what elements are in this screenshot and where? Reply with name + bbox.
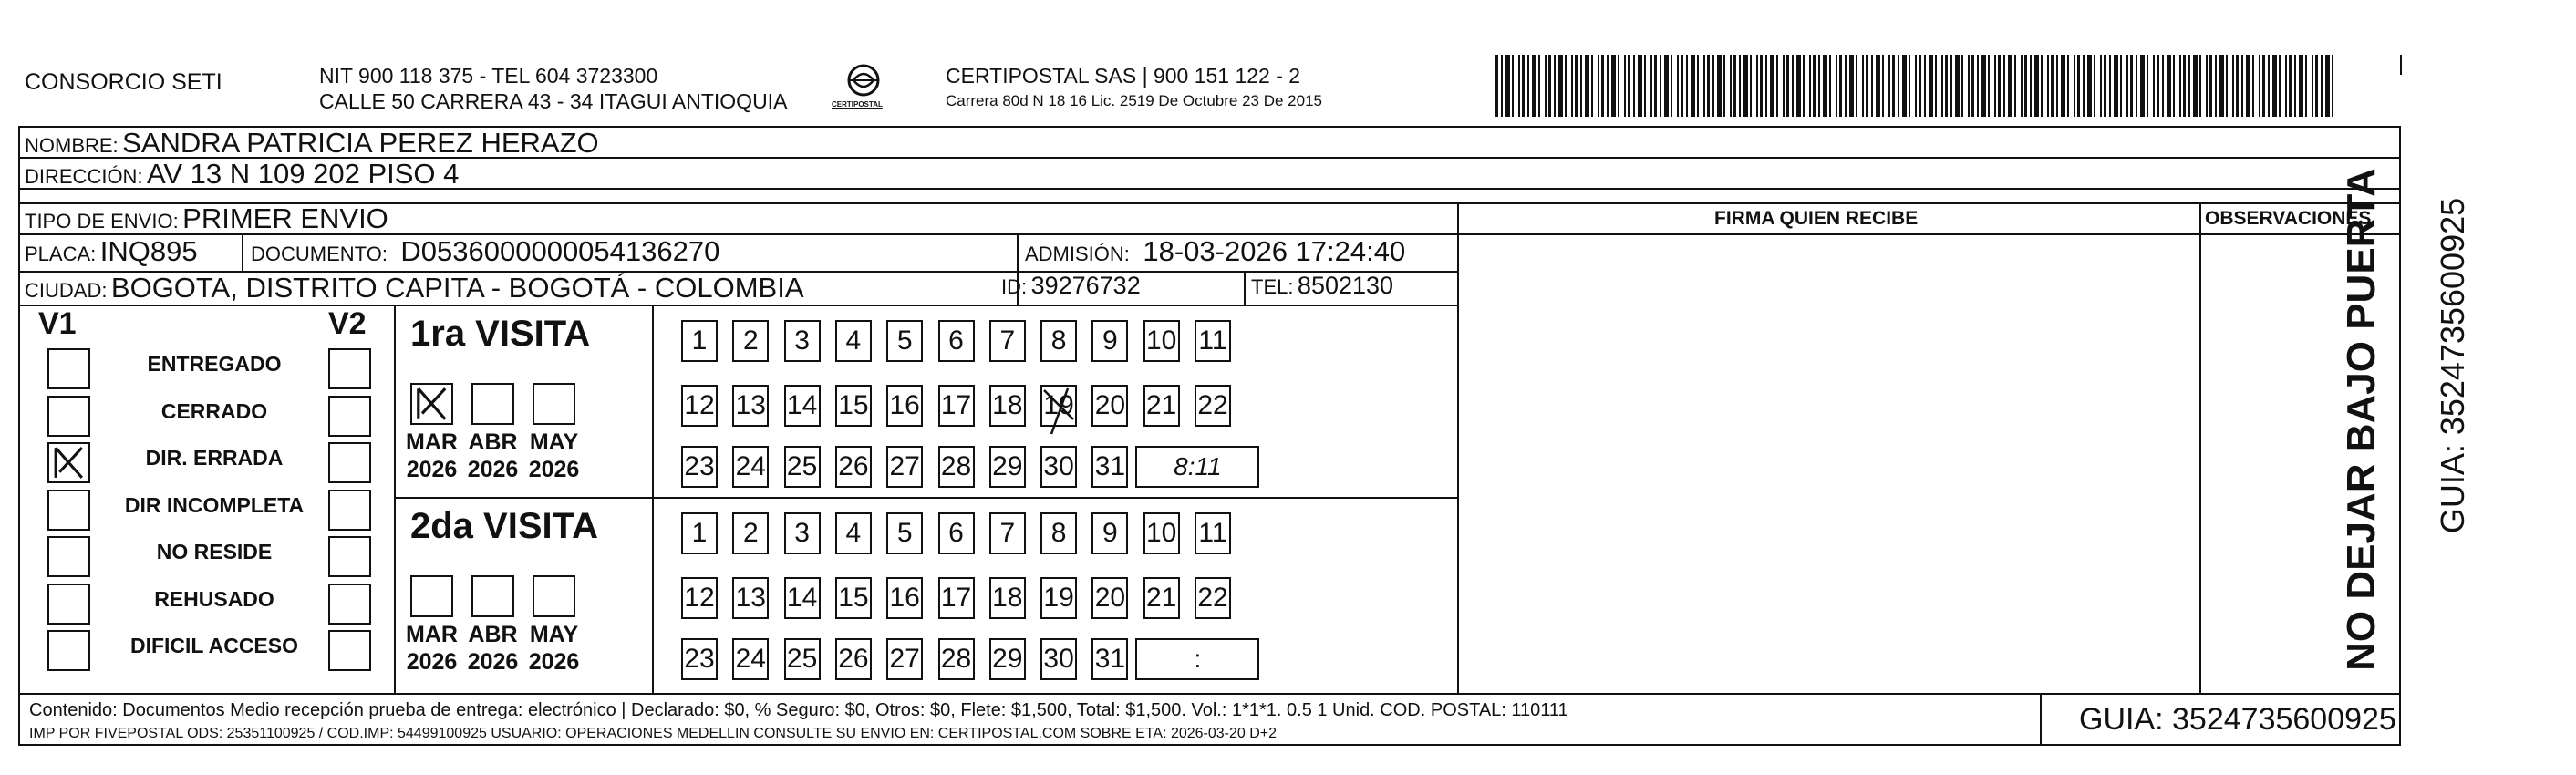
tel-label: TEL: bbox=[1251, 275, 1294, 298]
nit-line: NIT 900 118 375 - TEL 604 3723300 bbox=[319, 64, 658, 88]
day-box[interactable]: 1 bbox=[681, 320, 718, 362]
month-name: ABR bbox=[468, 622, 518, 647]
month-checkbox[interactable] bbox=[533, 383, 575, 425]
day-box[interactable]: 2 bbox=[732, 320, 769, 362]
day-box[interactable]: 26 bbox=[835, 446, 872, 488]
day-box[interactable]: 31 bbox=[1091, 446, 1128, 488]
day-strike-mark-icon bbox=[1040, 381, 1077, 436]
month-checkbox[interactable] bbox=[410, 575, 453, 617]
month-name: MAY bbox=[529, 429, 579, 455]
tel-value: 8502130 bbox=[1297, 272, 1394, 299]
month-year: 2026 bbox=[528, 457, 580, 482]
day-box[interactable]: 16 bbox=[886, 577, 923, 619]
month-year: 2026 bbox=[467, 649, 519, 675]
day-box[interactable]: 6 bbox=[938, 320, 975, 362]
day-box[interactable]: 12 bbox=[681, 577, 718, 619]
day-box[interactable]: 18 bbox=[989, 385, 1026, 427]
status-label: NO RESIDE bbox=[156, 540, 273, 563]
firma-header: FIRMA QUIEN RECIBE bbox=[1714, 208, 1919, 229]
day-box[interactable]: 15 bbox=[835, 385, 872, 427]
corner-mark bbox=[2400, 55, 2402, 75]
v1-checkbox[interactable] bbox=[47, 630, 90, 671]
ciudad-value: BOGOTA, DISTRITO CAPITA - BOGOTÁ - COLOMBIA bbox=[110, 272, 804, 304]
day-box[interactable]: 23 bbox=[681, 638, 718, 680]
day-box[interactable]: 11 bbox=[1195, 512, 1231, 554]
day-box[interactable]: 9 bbox=[1091, 512, 1128, 554]
tipo-envio-value: PRIMER ENVIO bbox=[182, 202, 388, 234]
day-box[interactable]: 19 bbox=[1040, 385, 1077, 427]
day-box[interactable]: 3 bbox=[784, 512, 821, 554]
day-box[interactable]: 25 bbox=[784, 446, 821, 488]
day-box[interactable]: 28 bbox=[938, 446, 975, 488]
day-box[interactable]: 7 bbox=[989, 512, 1026, 554]
month-checkbox[interactable] bbox=[410, 383, 453, 425]
day-box[interactable]: 21 bbox=[1143, 577, 1180, 619]
logo-text: CERTIPOSTAL bbox=[832, 100, 883, 108]
status-label: REHUSADO bbox=[154, 586, 274, 611]
tipo-envio-label: TIPO DE ENVIO: bbox=[25, 210, 179, 232]
status-label: DIR INCOMPLETA bbox=[124, 492, 305, 517]
v2-checkbox[interactable] bbox=[328, 396, 371, 437]
ciudad-field bbox=[25, 272, 804, 305]
month-year: 2026 bbox=[528, 649, 580, 675]
month-name: ABR bbox=[468, 429, 518, 455]
day-box[interactable]: 6 bbox=[938, 512, 975, 554]
certipostal-logo-icon bbox=[832, 60, 895, 120]
day-box[interactable]: 14 bbox=[784, 385, 821, 427]
day-box[interactable]: 8 bbox=[1040, 320, 1077, 362]
day-box[interactable]: 3 bbox=[784, 320, 821, 362]
v2-checkbox[interactable] bbox=[328, 490, 371, 531]
day-box[interactable]: 14 bbox=[784, 577, 821, 619]
day-box[interactable]: 10 bbox=[1143, 512, 1180, 554]
v2-checkbox[interactable] bbox=[328, 536, 371, 577]
day-box[interactable]: 24 bbox=[732, 638, 769, 680]
certipostal-logo bbox=[832, 60, 895, 120]
v1-checkbox[interactable] bbox=[47, 442, 90, 483]
v2-label: V2 bbox=[328, 306, 367, 341]
day-box[interactable]: 27 bbox=[886, 638, 923, 680]
day-box[interactable]: 29 bbox=[989, 638, 1026, 680]
day-box[interactable]: 22 bbox=[1195, 577, 1231, 619]
month-checkbox[interactable] bbox=[533, 575, 575, 617]
id-label: ID: bbox=[1001, 275, 1028, 298]
status-label: CERRADO bbox=[160, 398, 268, 423]
day-box[interactable]: 5 bbox=[886, 512, 923, 554]
status-label: DIFICIL ACCESO bbox=[129, 634, 298, 657]
day-box[interactable]: 15 bbox=[835, 577, 872, 619]
day-box[interactable]: 17 bbox=[938, 385, 975, 427]
x-mark-icon bbox=[412, 385, 451, 423]
day-box[interactable]: 10 bbox=[1143, 320, 1180, 362]
side-guia: GUIA: 3524735600925 bbox=[2434, 197, 2471, 534]
id-field bbox=[1001, 272, 1141, 300]
address-line: CALLE 50 CARRERA 43 - 34 ITAGUI ANTIOQUIA bbox=[319, 89, 788, 113]
side-warning: NO DEJAR BAJO PUERTA bbox=[2339, 168, 2384, 671]
certipostal-line: CERTIPOSTAL SAS | 900 151 122 - 2 bbox=[946, 64, 1301, 88]
direccion-value: AV 13 N 109 202 PISO 4 bbox=[147, 158, 460, 190]
placa-value: INQ895 bbox=[99, 235, 198, 267]
month-label bbox=[462, 621, 523, 676]
month-checkbox[interactable] bbox=[471, 383, 514, 425]
month-year: 2026 bbox=[406, 649, 458, 675]
month-label bbox=[401, 621, 462, 676]
v1-checkbox[interactable] bbox=[47, 396, 90, 437]
month-label bbox=[401, 429, 462, 483]
month-name: MAR bbox=[406, 429, 458, 455]
day-box[interactable]: 30 bbox=[1040, 446, 1077, 488]
status-label: ENTREGADO bbox=[147, 352, 282, 376]
day-box[interactable]: 17 bbox=[938, 577, 975, 619]
direccion-label: DIRECCIÓN: bbox=[25, 165, 143, 188]
day-box[interactable]: 13 bbox=[732, 577, 769, 619]
documento-label: DOCUMENTO: bbox=[251, 243, 388, 265]
month-label bbox=[523, 429, 585, 483]
month-checkbox[interactable] bbox=[471, 575, 514, 617]
documento-value: D0536000000054136270 bbox=[400, 235, 720, 267]
tel-field bbox=[1251, 272, 1393, 300]
placa-field bbox=[25, 235, 198, 268]
direccion-row bbox=[25, 158, 459, 191]
visit-title: 2da VISITA bbox=[410, 506, 598, 546]
day-box[interactable]: 5 bbox=[886, 320, 923, 362]
v1-checkbox[interactable] bbox=[47, 536, 90, 577]
v2-checkbox[interactable] bbox=[328, 348, 371, 389]
admision-label: ADMISIÓN: bbox=[1025, 243, 1130, 265]
documento-field bbox=[251, 235, 719, 268]
v1-checkbox[interactable] bbox=[47, 490, 90, 531]
day-box[interactable]: 23 bbox=[681, 446, 718, 488]
visit-time-box[interactable]: 8:11 bbox=[1135, 446, 1259, 488]
v1-checkbox[interactable] bbox=[47, 348, 90, 389]
day-box[interactable]: 11 bbox=[1195, 320, 1231, 362]
day-box[interactable]: 31 bbox=[1091, 638, 1128, 680]
nombre-value: SANDRA PATRICIA PEREZ HERAZO bbox=[122, 127, 599, 159]
day-box[interactable]: 8 bbox=[1040, 512, 1077, 554]
day-box[interactable]: 20 bbox=[1091, 385, 1128, 427]
day-box[interactable]: 27 bbox=[886, 446, 923, 488]
v2-checkbox[interactable] bbox=[328, 584, 371, 625]
tracking-barcode bbox=[1495, 55, 2334, 117]
day-box[interactable]: 4 bbox=[835, 320, 872, 362]
status-label: DIR. ERRADA bbox=[145, 446, 284, 470]
id-value: 39276732 bbox=[1030, 272, 1141, 299]
day-box[interactable]: 4 bbox=[835, 512, 872, 554]
footer-guia: GUIA: 3524735600925 bbox=[2079, 702, 2396, 737]
day-box[interactable]: 20 bbox=[1091, 577, 1128, 619]
visit-time-box[interactable]: : bbox=[1135, 638, 1259, 680]
day-box[interactable]: 25 bbox=[784, 638, 821, 680]
v2-checkbox[interactable] bbox=[328, 630, 371, 671]
month-year: 2026 bbox=[406, 457, 458, 482]
day-box[interactable]: 13 bbox=[732, 385, 769, 427]
month-name: MAR bbox=[406, 622, 458, 647]
x-mark-icon bbox=[49, 444, 88, 481]
day-box[interactable]: 2 bbox=[732, 512, 769, 554]
tipo-envio-row bbox=[25, 202, 388, 235]
day-box[interactable]: 29 bbox=[989, 446, 1026, 488]
day-box[interactable]: 12 bbox=[681, 385, 718, 427]
nombre-label: NOMBRE: bbox=[25, 134, 119, 157]
admision-value: 18-03-2026 17:24:40 bbox=[1143, 235, 1406, 267]
ciudad-label: CIUDAD: bbox=[25, 279, 108, 302]
license-line: Carrera 80d N 18 16 Lic. 2519 De Octubre 23 De 2015 bbox=[946, 92, 1322, 109]
placa-label: PLACA: bbox=[25, 243, 97, 265]
day-box[interactable]: 16 bbox=[886, 385, 923, 427]
month-year: 2026 bbox=[467, 457, 519, 482]
month-label bbox=[523, 621, 585, 676]
day-box[interactable]: 9 bbox=[1091, 320, 1128, 362]
day-box[interactable]: 28 bbox=[938, 638, 975, 680]
imp-line: IMP POR FIVEPOSTAL ODS: 25351100925 / COD.IMP: 54499100925 USUARIO: OPERACIONES MEDELLIN CONSULTE SU ENVIO EN: CERTIPOSTAL.COM SOBRE ETA: 2026-03-20 D+2 bbox=[29, 726, 1278, 741]
day-box[interactable]: 18 bbox=[989, 577, 1026, 619]
day-box[interactable]: 30 bbox=[1040, 638, 1077, 680]
month-label bbox=[462, 429, 523, 483]
observaciones-header: OBSERVACIONES bbox=[2205, 208, 2372, 229]
visit-title: 1ra VISITA bbox=[410, 314, 591, 354]
month-name: MAY bbox=[529, 622, 579, 647]
v1-checkbox[interactable] bbox=[47, 584, 90, 625]
v1-label: V1 bbox=[38, 306, 77, 341]
contenido-line: Contenido: Documentos Medio recepción prueba de entrega: electrónico | Declarado: $0, % Seguro: $0, Otros: $0, Flete: $1,500, Total: $1,500. Vol.: 1*1*1. 0.5 1 Unid. COD. POSTAL: 110111 bbox=[29, 700, 1568, 720]
day-box[interactable]: 22 bbox=[1195, 385, 1231, 427]
admision-field bbox=[1025, 235, 1405, 268]
day-box[interactable]: 26 bbox=[835, 638, 872, 680]
v2-checkbox[interactable] bbox=[328, 442, 371, 483]
day-box[interactable]: 19 bbox=[1040, 577, 1077, 619]
day-box[interactable]: 7 bbox=[989, 320, 1026, 362]
day-box[interactable]: 1 bbox=[681, 512, 718, 554]
day-box[interactable]: 21 bbox=[1143, 385, 1180, 427]
nombre-row bbox=[25, 127, 599, 160]
day-box[interactable]: 24 bbox=[732, 446, 769, 488]
company-name: CONSORCIO SETI bbox=[25, 69, 222, 95]
